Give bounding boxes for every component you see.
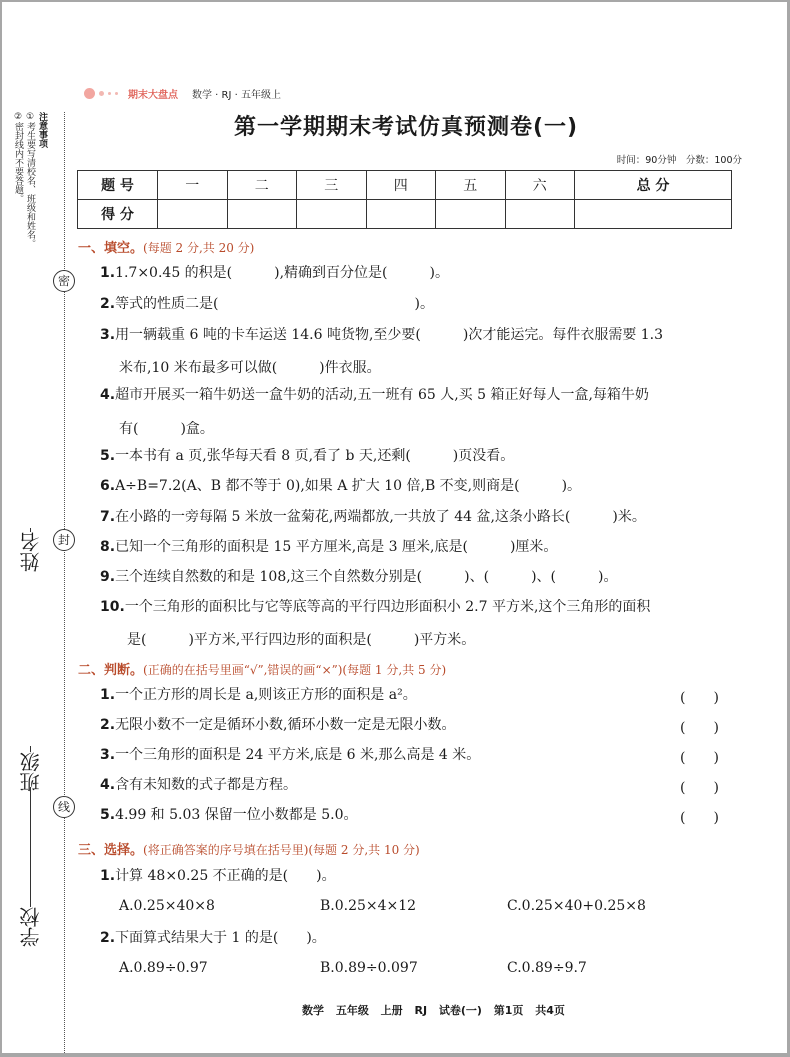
school-label: 学校 <box>19 907 43 947</box>
question-text: 无限小数不一定是循环小数,循环小数一定是无限小数。 <box>115 717 456 733</box>
score-cell[interactable] <box>297 200 367 229</box>
question-number: 8. <box>100 539 116 555</box>
answer-parens[interactable]: ( ) <box>680 750 719 766</box>
fill-question-4 <box>100 387 649 403</box>
brand-name: 期末大盘点 <box>128 90 178 101</box>
school-field[interactable] <box>16 782 45 947</box>
exam-meta: 时间：90分钟 分数：100分 <box>616 155 742 166</box>
question-text: 三个连续自然数的和是 108,这三个自然数分别是( )、( )、( )。 <box>115 569 618 585</box>
answer-parens[interactable]: ( ) <box>680 690 719 706</box>
question-text: 1.7×0.45 的积是( ),精确到百分位是( )。 <box>115 265 449 281</box>
section-3-heading <box>78 839 420 858</box>
question-text: 含有未知数的式子都是方程。 <box>115 777 298 793</box>
judge-question-2 <box>100 717 456 733</box>
fill-question-2 <box>100 296 434 312</box>
notice-line-2: ②密封线内不要答题。 <box>13 112 23 203</box>
choice-option-a: A.0.25×40×8 <box>119 898 215 914</box>
question-text: 在小路的一旁每隔 5 米放一盆菊花,两端都放,一共放了 44 盆,这条小路长( )米。 <box>115 509 646 525</box>
score-header-cell: 一 <box>158 171 228 200</box>
seal-line <box>64 112 65 1053</box>
question-number: 5. <box>100 807 116 823</box>
question-text: 一个正方形的周长是 a,则该正方形的面积是 a²。 <box>115 687 417 703</box>
seal-mi: 密 <box>53 270 75 292</box>
score-table <box>77 170 732 229</box>
fill-question-7 <box>100 509 646 525</box>
judge-question-1 <box>100 687 417 703</box>
name-label: 姓名 <box>19 532 43 572</box>
page-footer: 数学 五年级 上册 RJ 试卷(一) 第1页 共4页 <box>302 1004 565 1017</box>
fill-question-10 <box>100 599 650 615</box>
question-number: 9. <box>100 569 116 585</box>
judge-question-5 <box>100 807 357 823</box>
fill-question-3-cont: 米布,10 米布最多可以做( )件衣服。 <box>119 360 381 376</box>
notice <box>8 112 48 248</box>
score-cell[interactable] <box>505 200 575 229</box>
seal-xian: 线 <box>53 796 75 818</box>
fill-question-9 <box>100 569 617 585</box>
question-number: 4. <box>100 777 116 793</box>
fill-question-1 <box>100 265 449 281</box>
header-brand <box>84 86 281 101</box>
question-number: 2. <box>100 717 116 733</box>
notice-line-1: ①考生要写清校名、班级和姓名。 <box>25 112 35 248</box>
question-text: 4.99 和 5.03 保留一位小数都是 5.0。 <box>115 807 358 823</box>
page-title: 第一学期期末考试仿真预测卷(一) <box>234 115 579 140</box>
notice-title: 注意事项 <box>37 112 47 148</box>
score-header-cell: 三 <box>297 171 367 200</box>
answer-parens[interactable]: ( ) <box>680 780 719 796</box>
score-cell[interactable] <box>436 200 506 229</box>
judge-question-4 <box>100 777 297 793</box>
score-header-cell: 五 <box>436 171 506 200</box>
section-title: 三、选择。 <box>78 843 144 858</box>
fill-question-6 <box>100 478 581 494</box>
score-header-cell: 四 <box>366 171 436 200</box>
brand-dot-icon <box>99 91 104 96</box>
section-title: 一、填空。 <box>78 241 144 256</box>
question-text: A÷B=7.2(A、B 都不等于 0),如果 A 扩大 10 倍,B 不变,则商是( )。 <box>115 478 582 494</box>
section-1-heading <box>78 237 254 256</box>
question-text: 一个三角形的面积是 24 平方米,底是 6 米,那么高是 4 米。 <box>115 747 481 763</box>
brand-dot-icon <box>115 92 118 95</box>
score-cell[interactable] <box>227 200 297 229</box>
choice-question-1 <box>100 868 336 884</box>
score-cell[interactable] <box>575 200 732 229</box>
answer-parens[interactable]: ( ) <box>680 720 719 736</box>
question-number: 3. <box>100 327 116 343</box>
question-text: 用一辆载重 6 吨的卡车运送 14.6 吨货物,至少要( )次才能运完。每件衣服需要 1.3 <box>115 327 664 343</box>
choice-option-a: A.0.89÷0.97 <box>119 960 208 976</box>
question-text: 一本书有 a 页,张华每天看 8 页,看了 b 天,还剩( )页没看。 <box>115 448 515 464</box>
section-2-heading <box>78 659 446 678</box>
brand-subtitle: 数学 · RJ · 五年级上 <box>192 90 281 101</box>
question-text: 一个三角形的面积比与它等底等高的平行四边形面积小 2.7 平方米,这个三角形的面积 <box>124 599 651 615</box>
question-number: 2. <box>100 930 116 946</box>
section-note: (正确的在括号里画“√”,错误的画“×”)(每题 1 分,共 5 分) <box>143 663 447 677</box>
choice-option-b: B.0.25×4×12 <box>320 898 417 914</box>
score-header-cell: 二 <box>227 171 297 200</box>
question-number: 1. <box>100 687 116 703</box>
question-number: 6. <box>100 478 116 494</box>
fill-question-3 <box>100 327 663 343</box>
class-field[interactable] <box>16 682 45 792</box>
question-text: 已知一个三角形的面积是 15 平方厘米,高是 3 厘米,底是( )厘米。 <box>115 539 558 555</box>
section-note: (每题 2 分,共 20 分) <box>143 241 255 255</box>
question-number: 7. <box>100 509 116 525</box>
fill-question-8 <box>100 539 557 555</box>
question-number: 5. <box>100 448 116 464</box>
class-label: 班级 <box>19 752 43 792</box>
fill-question-5 <box>100 448 514 464</box>
question-number: 1. <box>100 868 116 884</box>
question-text: 超市开展买一箱牛奶送一盒牛奶的活动,五一班有 65 人,买 5 箱正好每人一盒,每箱牛奶 <box>115 387 649 403</box>
question-text: 计算 48×0.25 不正确的是( )。 <box>115 868 336 884</box>
question-number: 1. <box>100 265 116 281</box>
question-number: 3. <box>100 747 116 763</box>
brand-dot-icon <box>84 88 95 99</box>
score-header-cell: 题 号 <box>78 171 158 200</box>
section-title: 二、判断。 <box>78 663 144 678</box>
score-cell[interactable] <box>158 200 228 229</box>
score-header-cell: 总 分 <box>575 171 732 200</box>
judge-question-3 <box>100 747 480 763</box>
brand-dot-icon <box>108 92 111 95</box>
section-note: (将正确答案的序号填在括号里)(每题 2 分,共 10 分) <box>143 843 420 857</box>
score-header-row <box>78 171 732 200</box>
choice-option-c: C.0.25×40+0.25×8 <box>507 898 646 914</box>
name-field[interactable] <box>16 452 45 572</box>
fill-question-4-cont: 有( )盒。 <box>119 421 214 437</box>
choice-option-c: C.0.89÷9.7 <box>507 960 587 976</box>
fill-question-10-cont: 是( )平方米,平行四边形的面积是( )平方米。 <box>127 632 476 648</box>
seal-feng: 封 <box>53 529 75 551</box>
score-cell[interactable] <box>366 200 436 229</box>
question-text: 等式的性质二是( )。 <box>115 296 434 312</box>
question-text: 下面算式结果大于 1 的是( )。 <box>115 930 326 946</box>
question-number: 10. <box>100 599 125 615</box>
answer-parens[interactable]: ( ) <box>680 810 719 826</box>
score-row-label: 得 分 <box>78 200 158 229</box>
score-row <box>78 200 732 229</box>
exam-page <box>2 2 787 1053</box>
score-header-cell: 六 <box>505 171 575 200</box>
question-number: 4. <box>100 387 116 403</box>
question-number: 2. <box>100 296 116 312</box>
choice-option-b: B.0.89÷0.097 <box>320 960 418 976</box>
choice-question-2 <box>100 930 326 946</box>
binding-margin <box>2 2 70 1053</box>
